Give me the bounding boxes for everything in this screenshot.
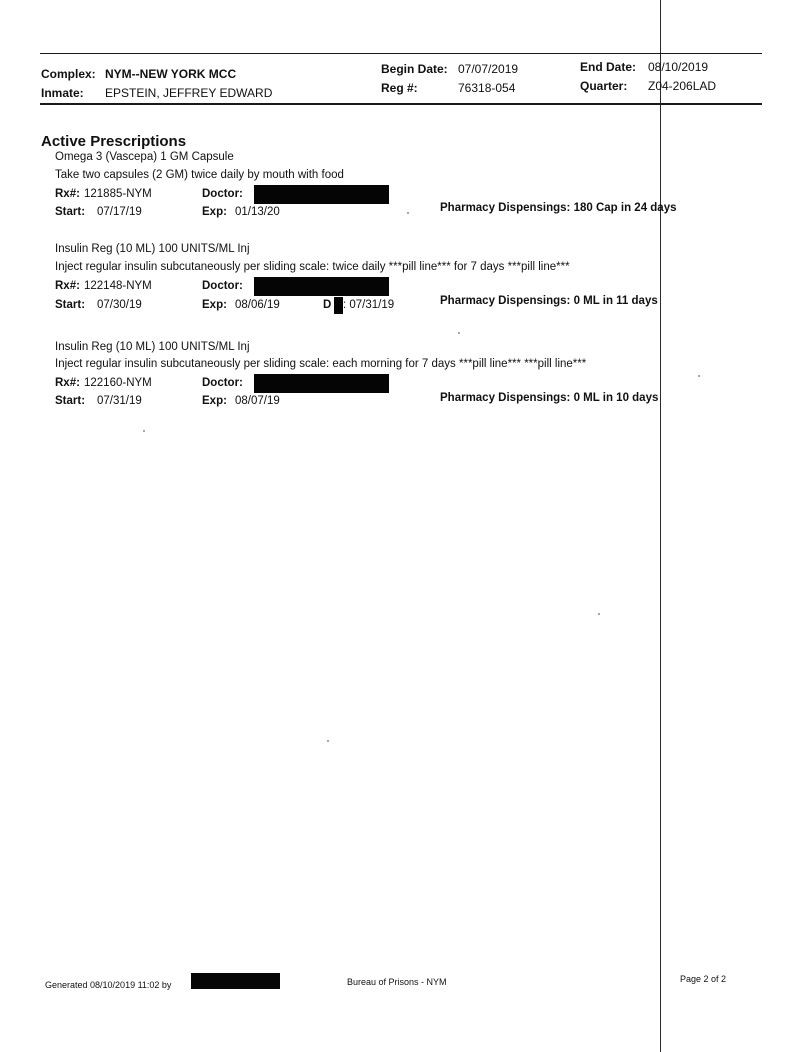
- pharmacy-dispensings: Pharmacy Dispensings: 0 ML in 11 days: [440, 295, 658, 307]
- exp-value: 08/06/19: [235, 299, 280, 311]
- doctor-redaction: [254, 277, 389, 296]
- footer-generated: Generated 08/10/2019 11:02 by: [45, 980, 172, 990]
- start-value: 07/31/19: [97, 395, 142, 407]
- drug-name: Insulin Reg (10 ML) 100 UNITS/ML Inj: [55, 243, 250, 255]
- drug-instructions: Inject regular insulin subcutaneously per sliding scale: twice daily ***pill line*** for 7 days ***pill line***: [55, 261, 570, 273]
- drug-name: Omega 3 (Vascepa) 1 GM Capsule: [55, 151, 234, 163]
- footer-redaction: [191, 973, 280, 989]
- doctor-label: Doctor:: [202, 377, 243, 389]
- pharmacy-dispensings: Pharmacy Dispensings: 180 Cap in 24 days: [440, 202, 677, 214]
- begin-date-label: Begin Date:: [381, 62, 448, 76]
- exp-value: 08/07/19: [235, 395, 280, 407]
- rx-value: 121885-NYM: [84, 188, 152, 200]
- start-label: Start:: [55, 206, 86, 218]
- doctor-label: Doctor:: [202, 280, 243, 292]
- drug-instructions: Take two capsules (2 GM) twice daily by mouth with food: [55, 169, 344, 181]
- rx-label: Rx#:: [55, 377, 80, 389]
- scan-speck: [407, 212, 409, 214]
- header-top-rule: [40, 53, 762, 54]
- doctor-label: Doctor:: [202, 188, 243, 200]
- start-value: 07/30/19: [97, 299, 142, 311]
- doctor-redaction: [254, 374, 389, 393]
- scan-speck: [143, 430, 145, 432]
- scan-speck: [458, 332, 460, 334]
- rx-value: 122148-NYM: [84, 280, 152, 292]
- exp-value: 01/13/20: [235, 206, 280, 218]
- quarter-label: Quarter:: [580, 79, 628, 93]
- end-date-value: 08/10/2019: [648, 60, 709, 74]
- exp-label: Exp:: [202, 395, 227, 407]
- complex-label: Complex:: [41, 67, 96, 81]
- scan-fold-line: [660, 0, 661, 1052]
- footer-center: Bureau of Prisons - NYM: [347, 977, 447, 987]
- drug-name: Insulin Reg (10 ML) 100 UNITS/ML Inj: [55, 341, 250, 353]
- end-date-label: End Date:: [580, 60, 637, 74]
- quarter-value: Z04-206LAD: [648, 79, 717, 93]
- complex-value: NYM--NEW YORK MCC: [105, 67, 237, 81]
- reg-value: 76318-054: [458, 81, 516, 95]
- dc-value: : 07/31/19: [343, 299, 395, 311]
- dc-label: D: [323, 299, 332, 311]
- header-bottom-rule: [40, 103, 762, 105]
- dc-label-redaction: [334, 297, 343, 314]
- start-label: Start:: [55, 395, 86, 407]
- rx-value: 122160-NYM: [84, 377, 152, 389]
- exp-label: Exp:: [202, 206, 227, 218]
- scan-speck: [698, 375, 700, 377]
- drug-instructions: Inject regular insulin subcutaneously per sliding scale: each morning for 7 days ***pill line*** ***pill line***: [55, 358, 587, 370]
- begin-date-value: 07/07/2019: [458, 62, 519, 76]
- exp-label: Exp:: [202, 299, 227, 311]
- scan-speck: [327, 740, 329, 742]
- reg-label: Reg #:: [381, 81, 418, 95]
- scan-speck: [598, 613, 600, 615]
- start-label: Start:: [55, 299, 86, 311]
- inmate-value: EPSTEIN, JEFFREY EDWARD: [105, 86, 273, 100]
- doctor-redaction: [254, 185, 389, 204]
- section-title: Active Prescriptions: [41, 133, 187, 150]
- footer-page-number: Page 2 of 2: [680, 974, 727, 984]
- inmate-label: Inmate:: [41, 86, 84, 100]
- start-value: 07/17/19: [97, 206, 142, 218]
- pharmacy-dispensings: Pharmacy Dispensings: 0 ML in 10 days: [440, 392, 659, 404]
- rx-label: Rx#:: [55, 280, 80, 292]
- rx-label: Rx#:: [55, 188, 80, 200]
